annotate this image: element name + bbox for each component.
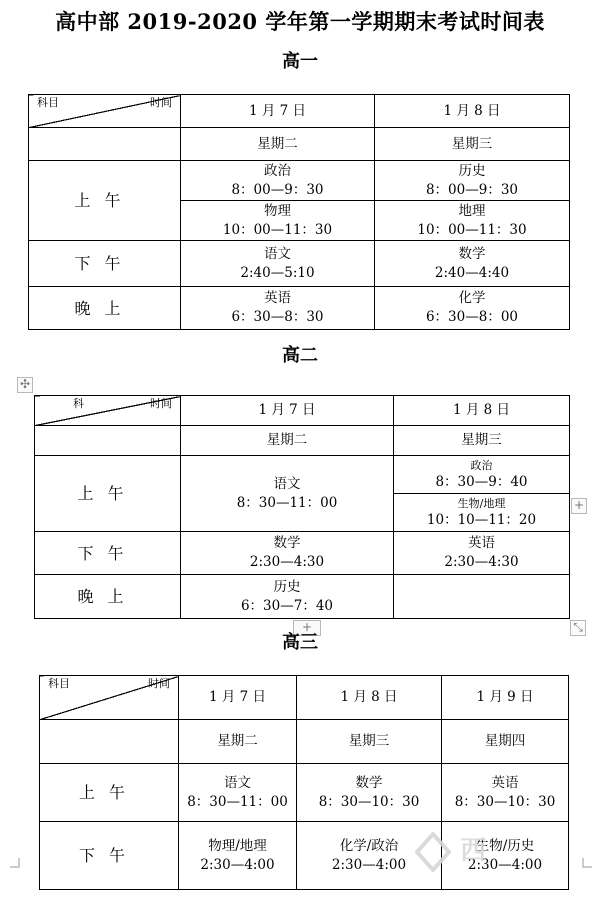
exam-time: 2:30—4:30 <box>444 554 519 570</box>
diagonal-header-cell <box>40 676 179 720</box>
exam-time: 6：30—8：30 <box>231 309 324 325</box>
exam-cell <box>181 161 375 201</box>
exam-cell <box>179 822 297 890</box>
header-time-label: 时间 <box>150 96 172 109</box>
empty-cell <box>35 426 181 456</box>
exam-cell <box>179 764 297 822</box>
period-label-afternoon: 下午 <box>35 532 181 575</box>
exam-time: 8：00—9：30 <box>425 181 519 198</box>
empty-cell <box>40 720 179 764</box>
watermark-text: 西 <box>460 836 487 866</box>
exam-subject: 数学 <box>273 535 301 551</box>
period-label-morning: 上午 <box>35 456 181 532</box>
period-label-morning: 上午 <box>29 161 181 241</box>
weekday-header: 星期二 <box>179 720 297 764</box>
weekday-header: 星期四 <box>442 720 569 764</box>
grade3-heading: 高三 <box>282 632 318 653</box>
resize-icon[interactable]: ⤡ <box>570 620 586 636</box>
exam-time: 6：30—8：00 <box>425 309 519 325</box>
exam-subject: 历史 <box>458 162 486 179</box>
exam-cell <box>181 241 375 287</box>
period-label-afternoon: 下午 <box>40 822 179 890</box>
exam-subject: 英语 <box>264 290 291 306</box>
exam-subject: 语文 <box>264 245 291 262</box>
exam-subject: 地理 <box>458 202 486 219</box>
exam-subject: 政治 <box>264 162 291 179</box>
header-subject-label: 科 <box>73 397 84 410</box>
period-label-morning: 上午 <box>40 764 179 822</box>
plus-icon[interactable]: + <box>571 498 587 514</box>
exam-time: 8：30—11：00 <box>187 793 288 810</box>
watermark-logo <box>415 830 595 890</box>
date-header: 1 月 8 日 <box>375 95 570 128</box>
plus-icon[interactable]: + <box>293 620 321 636</box>
exam-cell <box>394 494 570 532</box>
exam-subject: 物理 <box>264 202 291 219</box>
date-header: 1 月 7 日 <box>179 676 297 720</box>
exam-cell <box>375 161 570 201</box>
crop-mark-icon <box>10 858 20 868</box>
exam-time: 2:40—5:10 <box>240 264 315 281</box>
exam-time: 10：00—11：30 <box>222 221 333 238</box>
exam-time: 6：30—7：40 <box>240 597 334 614</box>
exam-cell <box>375 201 570 241</box>
empty-cell <box>29 128 181 161</box>
document-title: 高中部 2019-2020 学年第一学期期末考试时间表 <box>55 9 545 34</box>
exam-subject: 语文 <box>273 475 301 492</box>
diagonal-header-cell <box>29 95 181 128</box>
exam-cell <box>375 241 570 287</box>
header-time-label: 时间 <box>148 677 170 690</box>
header-time-label: 时间 <box>150 397 172 410</box>
exam-cell <box>375 287 570 330</box>
exam-cell <box>297 764 442 822</box>
exam-cell <box>181 575 394 619</box>
exam-cell <box>394 532 570 575</box>
exam-cell <box>181 201 375 241</box>
date-header: 1 月 7 日 <box>181 396 394 426</box>
period-label-evening: 晚上 <box>29 287 181 330</box>
exam-time: 8：30—11：00 <box>236 494 338 511</box>
date-header: 1 月 8 日 <box>297 676 442 720</box>
exam-cell <box>181 287 375 330</box>
exam-cell <box>394 456 570 494</box>
grade2-heading: 高二 <box>282 345 318 366</box>
period-label-afternoon: 下午 <box>29 241 181 287</box>
exam-time: 8：30—10：30 <box>454 793 556 810</box>
header-subject-label: 科目 <box>37 96 59 109</box>
weekday-header: 星期三 <box>297 720 442 764</box>
empty-cell <box>394 575 570 619</box>
diagonal-header-cell <box>35 396 181 426</box>
exam-subject: 数学 <box>458 245 486 262</box>
exam-time: 8：00—9：30 <box>231 181 324 198</box>
exam-subject: 生物/历史 <box>475 837 535 854</box>
weekday-header: 星期三 <box>394 426 570 456</box>
exam-subject: 英语 <box>468 535 495 551</box>
exam-time: 8：30—9：40 <box>435 473 528 490</box>
date-header: 1 月 8 日 <box>394 396 570 426</box>
weekday-header: 星期二 <box>181 426 394 456</box>
exam-cell <box>181 532 394 575</box>
exam-cell <box>442 764 569 822</box>
exam-time: 2:30—4:00 <box>331 856 407 873</box>
exam-time: 10：00—11：30 <box>417 221 527 238</box>
exam-time: 8：30—10：30 <box>318 793 420 810</box>
exam-time: 2:30—4:00 <box>200 856 275 873</box>
grade2-schedule-table <box>34 395 570 619</box>
date-header: 1 月 7 日 <box>181 95 375 128</box>
watermark-emblem-icon <box>415 832 451 872</box>
exam-subject: 语文 <box>224 774 251 791</box>
exam-time: 10：10—11：20 <box>426 511 537 528</box>
grade1-heading: 高一 <box>282 51 318 72</box>
exam-cell <box>181 456 394 532</box>
exam-subject: 化学/政治 <box>339 837 399 854</box>
exam-time: 2:30—4:30 <box>249 554 325 570</box>
exam-subject: 英语 <box>491 774 519 791</box>
grade1-schedule-table <box>28 94 570 330</box>
period-label-evening: 晚上 <box>35 575 181 619</box>
exam-time: 2:40—4:40 <box>434 264 510 281</box>
exam-subject: 历史 <box>273 578 301 595</box>
weekday-header: 星期二 <box>181 128 375 161</box>
exam-time: 2:30—4:00 <box>467 856 543 873</box>
exam-subject: 物理/地理 <box>208 837 267 854</box>
exam-subject: 政治 <box>470 458 493 472</box>
date-header: 1 月 9 日 <box>442 676 569 720</box>
exam-subject: 数学 <box>355 774 383 791</box>
header-subject-label: 科目 <box>48 677 70 690</box>
move-handle-icon[interactable]: ✣ <box>17 377 33 393</box>
exam-subject: 化学 <box>458 290 486 306</box>
exam-subject: 生物/地理 <box>457 496 506 510</box>
weekday-header: 星期三 <box>375 128 570 161</box>
